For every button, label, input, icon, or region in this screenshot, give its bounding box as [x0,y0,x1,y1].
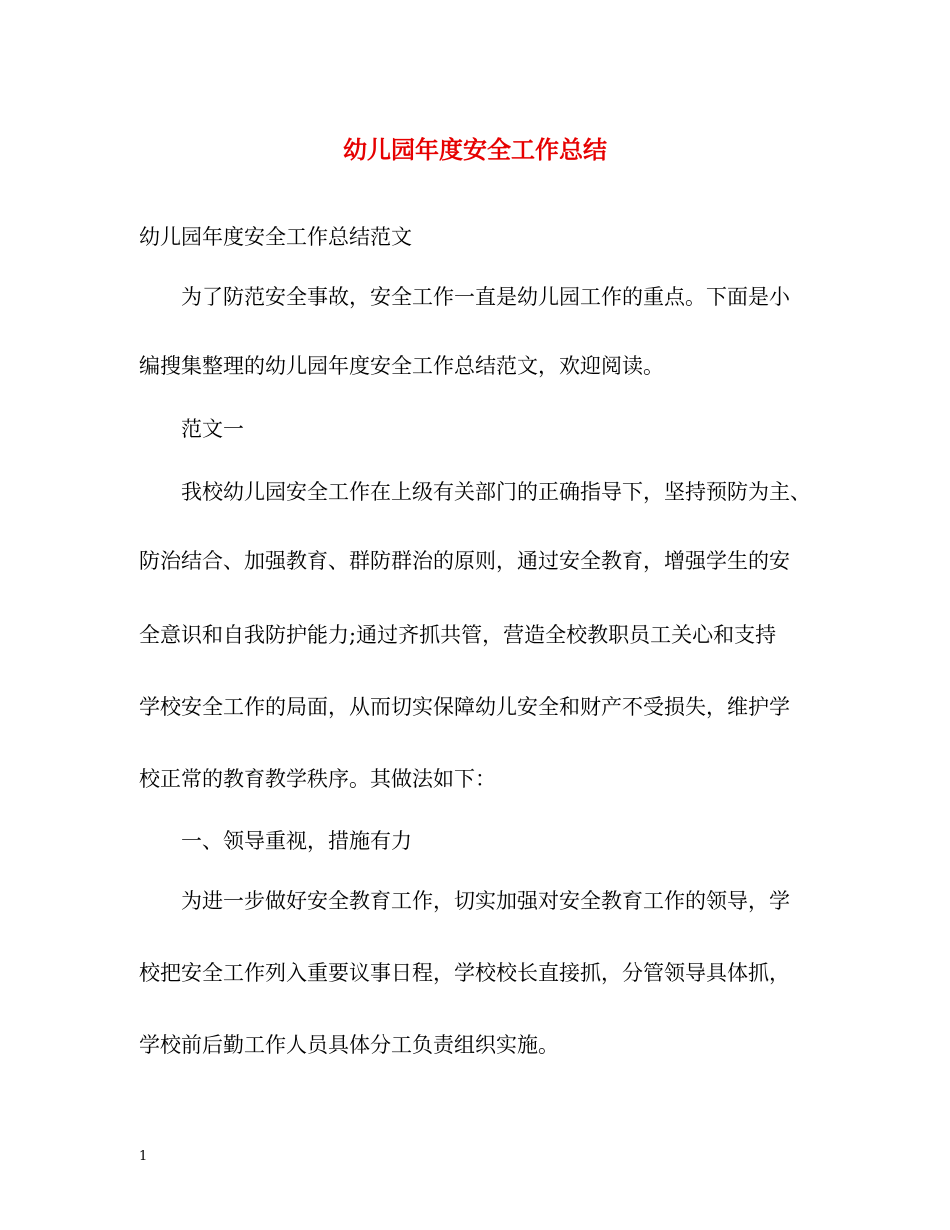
paragraph-line: 为进一步做好安全教育工作，切实加强对安全教育工作的领导，学 [181,889,790,913]
page-number: 1 [139,1149,148,1164]
paragraph-line: 校把安全工作列入重要议事日程，学校校长直接抓，分管领导具体抓， [139,961,790,985]
paragraph-line: 我校幼儿园安全工作在上级有关部门的正确指导下，坚持预防为主、 [181,480,811,504]
paragraph-line: 编搜集整理的幼儿园年度安全工作总结范文，欢迎阅读。 [139,354,664,378]
paragraph-line: 校正常的教育教学秩序。其做法如下： [139,767,496,791]
paragraph-line: 学校安全工作的局面，从而切实保障幼儿安全和财产不受损失，维护学 [139,695,790,719]
subtitle-line: 幼儿园年度安全工作总结范文 [139,225,412,249]
section-label: 范文一 [181,417,244,441]
section-heading: 一、领导重视，措施有力 [181,829,412,853]
document-title: 幼儿园年度安全工作总结 [343,135,607,164]
paragraph-line: 全意识和自我防护能力;通过齐抓共管，营造全校教职员工关心和支持 [139,623,777,647]
paragraph-line: 为了防范安全事故，安全工作一直是幼儿园工作的重点。下面是小 [181,285,790,309]
paragraph-line: 防治结合、加强教育、群防群治的原则，通过安全教育，增强学生的安 [139,549,790,573]
paragraph-line: 学校前后勤工作人员具体分工负责组织实施。 [139,1033,559,1057]
